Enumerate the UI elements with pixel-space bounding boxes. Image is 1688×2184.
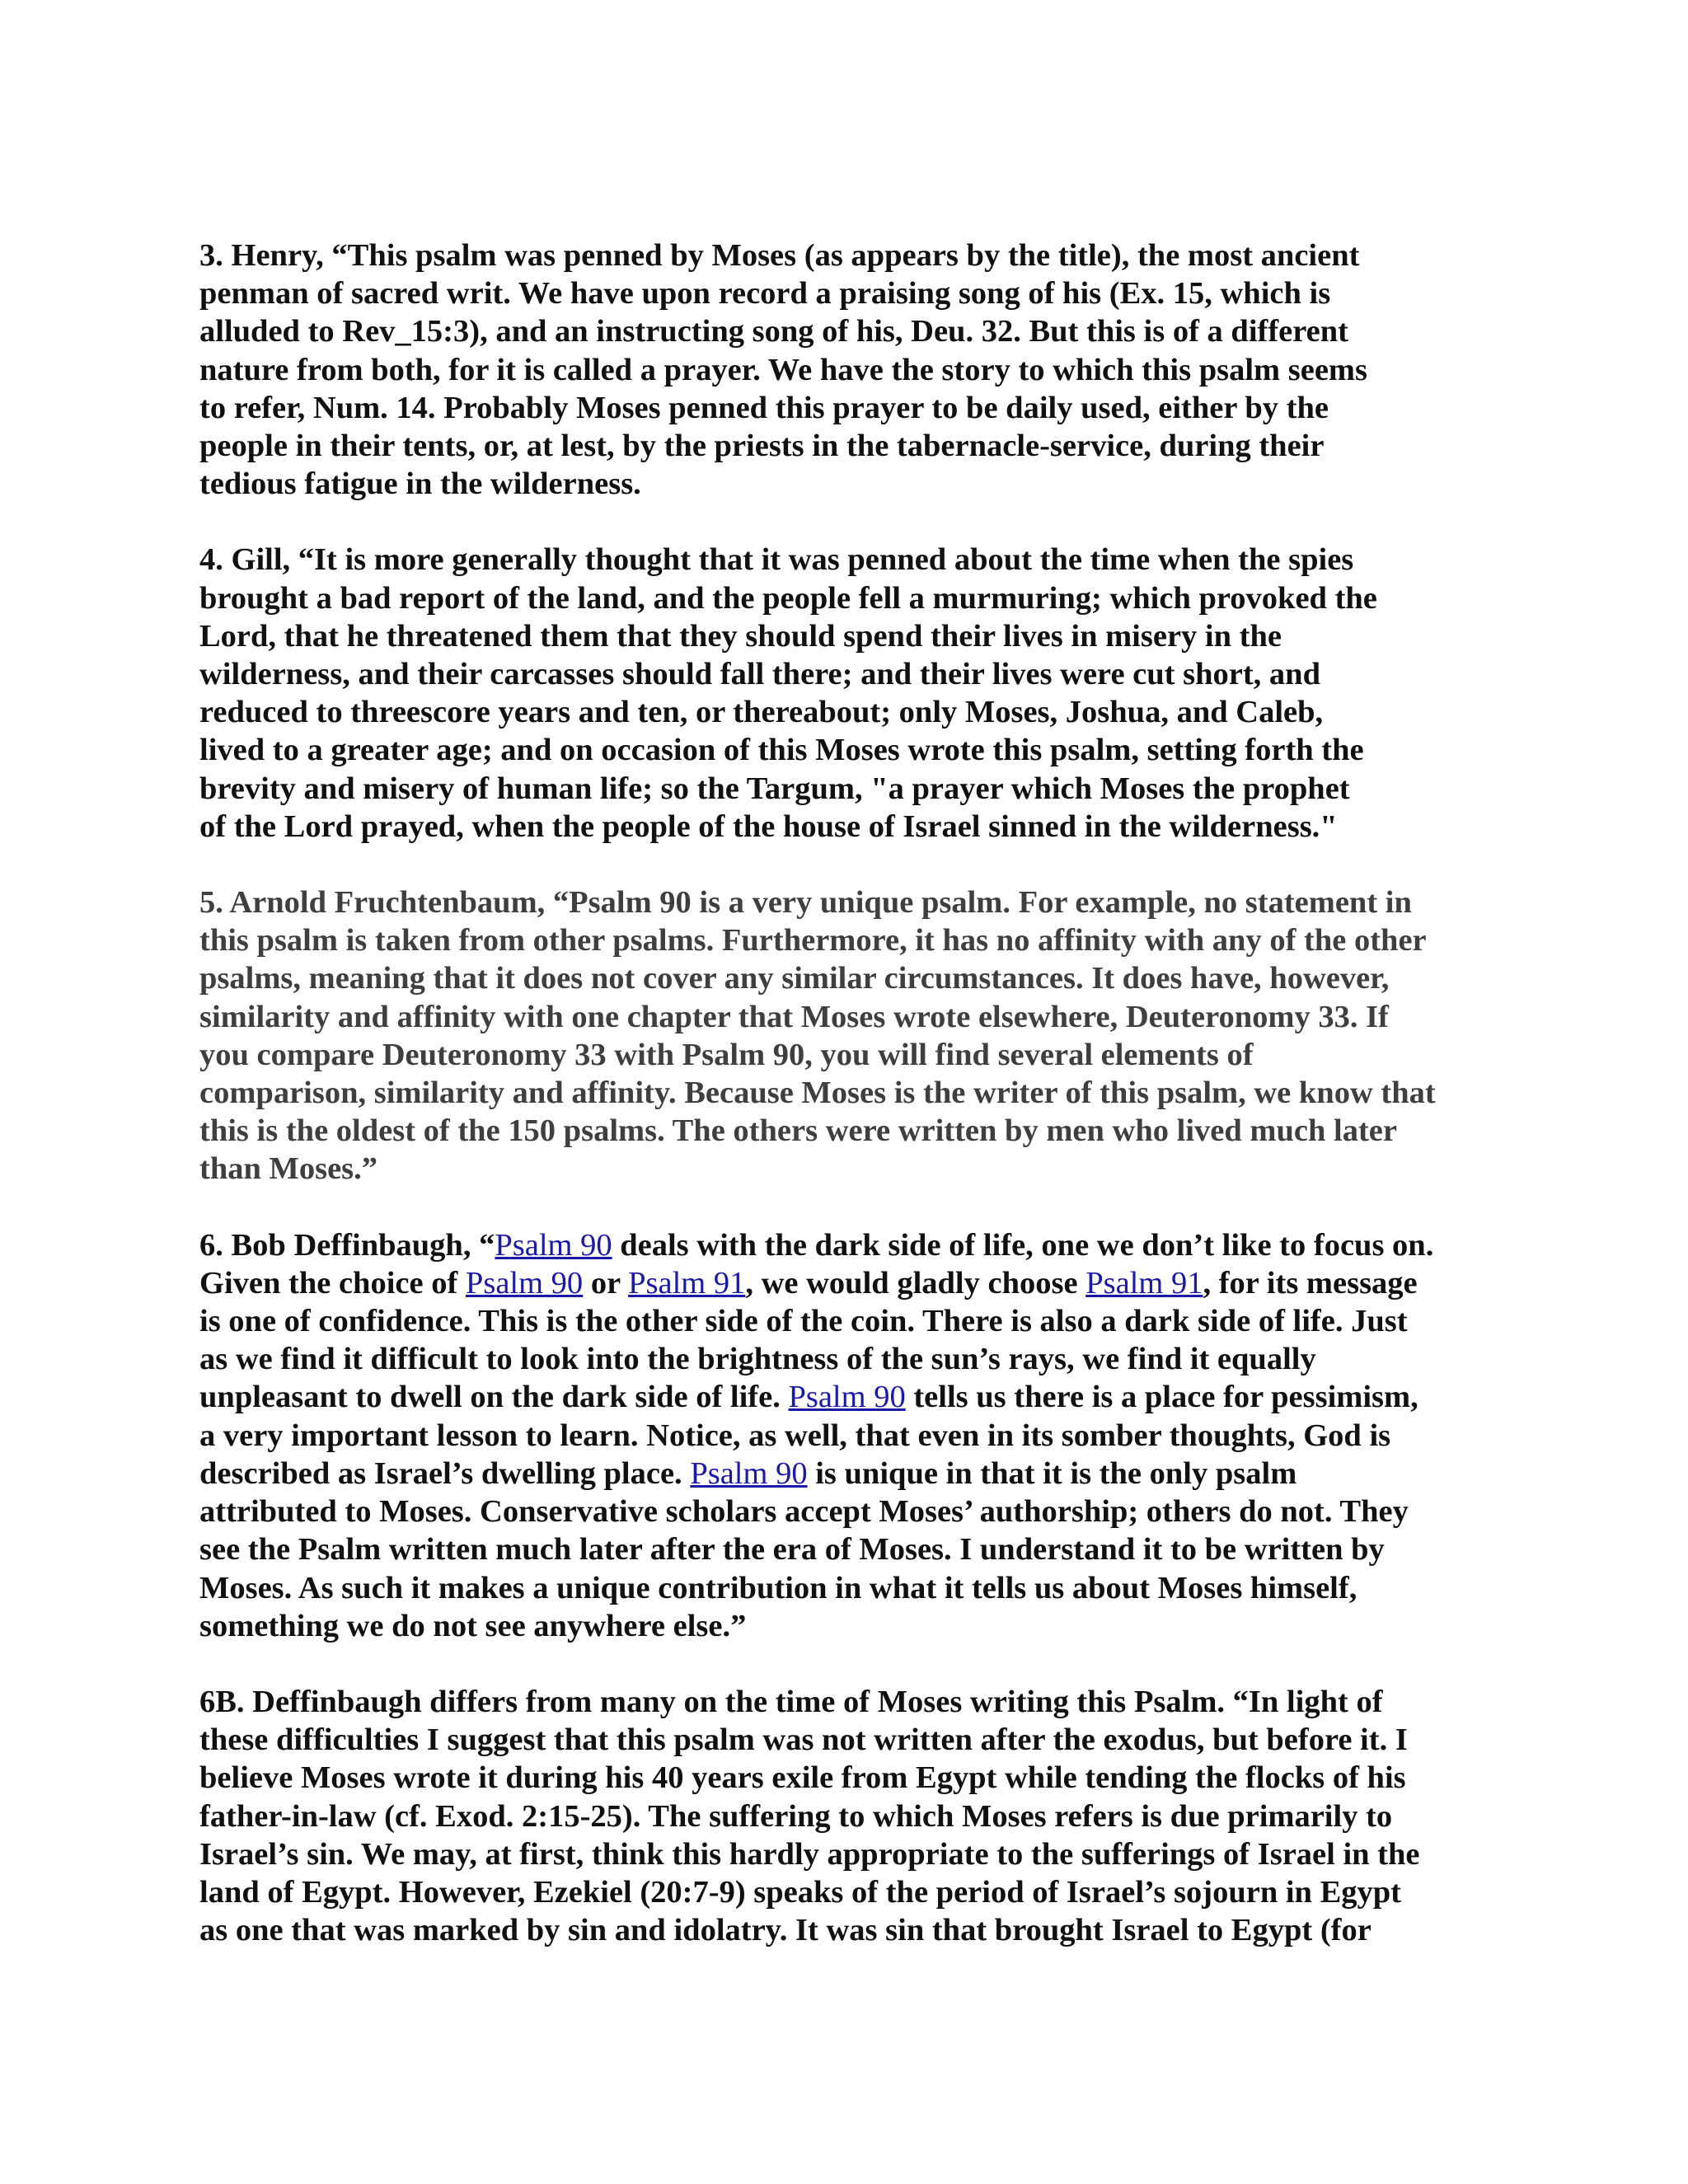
scripture-link[interactable]: Psalm 90 bbox=[465, 1265, 584, 1301]
paragraph-text: , we would gladly choose bbox=[745, 1265, 1086, 1301]
scripture-link[interactable]: Psalm 91 bbox=[1085, 1265, 1203, 1301]
paragraph-text: deals with the dark side of life, one we don’t like to focus on. Given the choice of bbox=[199, 1227, 1434, 1301]
scripture-link[interactable]: Psalm 91 bbox=[628, 1265, 746, 1301]
scripture-link[interactable]: Psalm 90 bbox=[690, 1455, 808, 1491]
paragraph-fruchtenbaum bbox=[199, 883, 1535, 1188]
paragraph-gill bbox=[199, 541, 1535, 846]
document-page bbox=[199, 237, 1535, 1987]
paragraph-text: 6. Bob Deffinbaugh, “ bbox=[199, 1227, 495, 1263]
scripture-link[interactable]: Psalm 90 bbox=[495, 1227, 612, 1263]
paragraph-text: 6B. Deffinbaugh differs from many on the time of Moses writing this Psalm. “In light of these difficulties I suggest that this psalm was not written after the exodus, but before it. I believe Moses wrote it during his 40 years exile from Egypt while tending the flocks of his father-in-law (cf. Exod. 2:15-25). The suffering to which Moses refers is due primarily to Israel’s sin. We may, at first, think this hardly appropriate to the sufferings of Israel in the land of Egypt. However, Ezekiel (20:7-9) speaks of the period of Israel’s sojourn in Egypt as one that was marked by sin and idolatry. It was sin that brought Israel to Egypt (for bbox=[199, 1684, 1420, 1948]
paragraph-text: or bbox=[583, 1265, 629, 1301]
paragraph-text: 4. Gill, “It is more generally thought that it was penned about the time when the spies brought a bad report of the land, and the people fell a murmuring; which provoked the Lord, that he threatened them that they should spend their lives in misery in the wilderness, and their carcasses should fall there; and their lives were cut short, and reduced to threescore years and ten, or thereabout; only Moses, Joshua, and Caleb, lived to a greater age; and on occasion of this Moses wrote this psalm, setting forth the brevity and misery of human life; so the Targum, "a prayer which Moses the prophet of the Lord prayed, when the people of the house of Israel sinned in the wilderness." bbox=[199, 542, 1377, 844]
paragraph-henry bbox=[199, 237, 1535, 503]
paragraph-text: 5. Arnold Fruchtenbaum, “Psalm 90 is a very unique psalm. For example, no statement in this psalm is taken from other psalms. Furthermore, it has no affinity with any of the other psalms, meaning that it does not cover any similar circumstances. It does have, however, similarity and affinity with one chapter that Moses wrote elsewhere, Deuteronomy 33. If you compare Deuteronomy 33 with Psalm 90, you will find several elements of comparison, similarity and affinity. Because Moses is the writer of this psalm, we know that this is the oldest of the 150 psalms. The others were written by men who lived much later than Moses.” bbox=[199, 885, 1436, 1187]
paragraph-text: , for its message is one of confidence. This is the other side of the coin. There is also a dark side of life. Just as we find it difficult to look into the brightness of the sun’s rays, we find it equally unpleasant to dwell on the dark side of life. bbox=[199, 1265, 1418, 1415]
paragraph-deffinbaugh-b bbox=[199, 1683, 1535, 1949]
scripture-link[interactable]: Psalm 90 bbox=[788, 1380, 906, 1415]
paragraph-text: tells us there is a place for pessimism, a very important lesson to learn. Notice, as well, that even in its somber thoughts, God is described as Israel’s dwelling place. bbox=[199, 1380, 1418, 1491]
paragraph-text: 3. Henry, “This psalm was penned by Moses (as appears by the title), the most ancient penman of sacred writ. We have upon record a praising song of his (Ex. 15, which is alluded to Rev_15:3), and an instructing song of his, Deu. 32. But this is of a different nature from both, for it is called a prayer. We have the story to which this psalm seems to refer, Num. 14. Probably Moses penned this prayer to be daily used, either by the people in their tents, or, at lest, by the priests in the tabernacle-service, during their tedious fatigue in the wilderness. bbox=[199, 238, 1367, 502]
paragraph-deffinbaugh bbox=[199, 1226, 1535, 1645]
paragraph-text: is unique in that it is the only psalm attributed to Moses. Conservative scholars accept Moses’ authorship; others do not. They see the Psalm written much later after the era of Moses. I understand it to be written by Moses. As such it makes a unique contribution in what it tells us about Moses himself, something we do not see anywhere else.” bbox=[199, 1455, 1409, 1643]
